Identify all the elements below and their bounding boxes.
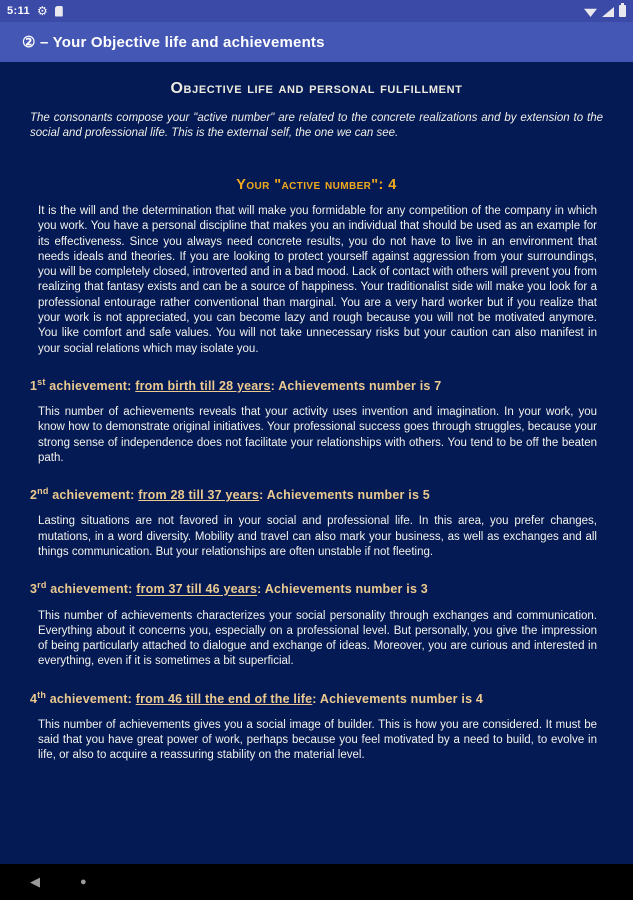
back-icon[interactable]: ◀ xyxy=(30,874,40,889)
intro-paragraph: The consonants compose your "active number" are related to the concrete realizations and by extension to the social and professional life. This is the external self, the one we can see. xyxy=(30,112,603,139)
achievement-range: from 28 till 37 years xyxy=(138,488,260,503)
active-number-paragraph: It is the will and the determination that will make you formidable for any competition of the company in which you work. You have a personal discipline that makes you an individual that should be used as an example for its effectiveness. Since you always need concrete results, you do not have to live in an environment that needs ideals and theories. If you are looking to protect yourself against aggression from your surroundings, you will be completely closed, introverted and in a bad mood. Lack of contact with others will prevent you from realizing that fantasy exists and can be a source of happiness. Your traditionalist side will make you look for a professional entourage rather conventional than marginal. You are a very hard worker but if you realize that your work is not appreciated, you can become lazy and rough because you will not be motivated anymore. You like comfort and safe values. You will not take unnecessary risks but your caution can also manifest in your social relations which may isolate you. xyxy=(38,205,597,355)
achievement-ordinal: 1 xyxy=(30,379,38,394)
clock: 5:11 xyxy=(7,5,31,17)
achievement-ordinal-suffix: th xyxy=(37,689,47,700)
achievement-result: : Achievements number is 4 xyxy=(312,691,484,706)
achievement-ordinal: 2 xyxy=(30,488,38,503)
app-bar xyxy=(0,22,633,62)
achievement-ordinal: 3 xyxy=(30,582,38,597)
achievement-ordinal-suffix: st xyxy=(37,376,46,387)
wifi-icon xyxy=(584,7,597,17)
achievement-result: : Achievements number is 7 xyxy=(270,379,442,394)
home-icon[interactable]: ● xyxy=(80,876,87,888)
achievement-label: achievement: xyxy=(45,379,136,394)
achievement-2-heading xyxy=(30,486,603,502)
achievement-1-heading xyxy=(30,377,603,393)
sim-card-icon xyxy=(55,6,63,17)
achievement-range: from 37 till 46 years xyxy=(136,582,258,597)
status-bar-right xyxy=(584,5,626,17)
cellular-signal-icon xyxy=(602,7,614,17)
settings-notification-icon: ⚙ xyxy=(37,4,48,18)
achievement-4-paragraph: This number of achievements gives you a social image of builder. This is how you are considered. It must be said that you have great power of work, perhaps because you feel motivated by a need to build, to evolve in life, or also to acquire a reassuring stability on the material level. xyxy=(38,718,597,762)
achievement-ordinal: 4 xyxy=(30,691,38,706)
achievement-2-paragraph: Lasting situations are not favored in your social and professional life. In this area, you prefer changes, mutations, in a word diversity. Mobility and travel can also mark your business, as well as exchanges and all things communication. But your relationships are often unstable if not fleeting. xyxy=(38,515,597,559)
achievement-label: achievement: xyxy=(46,691,136,706)
status-bar xyxy=(0,0,633,22)
report-content[interactable] xyxy=(0,62,633,764)
achievement-result: : Achievements number is 3 xyxy=(257,582,428,597)
achievement-range: from birth till 28 years xyxy=(135,379,271,394)
achievement-range: from 46 till the end of the life xyxy=(135,691,313,706)
battery-icon xyxy=(619,5,626,17)
achievement-1-paragraph: This number of achievements reveals that your activity uses invention and imagination. In your work, you know how to demonstrate original initiatives. Your professional success goes through struggles, because your strong sense of independence does not facilitate your relationships with others. You tend to be off the beaten path. xyxy=(38,406,597,465)
achievement-ordinal-suffix: rd xyxy=(37,580,47,591)
achievement-4-heading xyxy=(30,690,603,706)
achievement-result: : Achievements number is 5 xyxy=(259,488,430,503)
navigation-bar xyxy=(0,864,633,900)
page-title: Objective life and personal fulfillment xyxy=(170,80,463,97)
achievement-3-heading xyxy=(30,580,603,596)
achievement-label: achievement: xyxy=(46,582,137,597)
achievement-label: achievement: xyxy=(48,488,139,503)
app-bar-title: ② – Your Objective life and achievements xyxy=(22,34,325,51)
achievement-ordinal-suffix: nd xyxy=(37,486,49,497)
active-number-heading: Your "active number": 4 xyxy=(236,177,397,193)
achievement-3-paragraph: This number of achievements characterizes your social personality through exchanges and communication. Everything about it concerns you, especially on a professional level. But personally, you give the impression of being particularly attached to dialogue and exchange of ideas. Moreover, you are curious and interested in everything, even if it is sometimes a bit superficial. xyxy=(38,609,597,668)
